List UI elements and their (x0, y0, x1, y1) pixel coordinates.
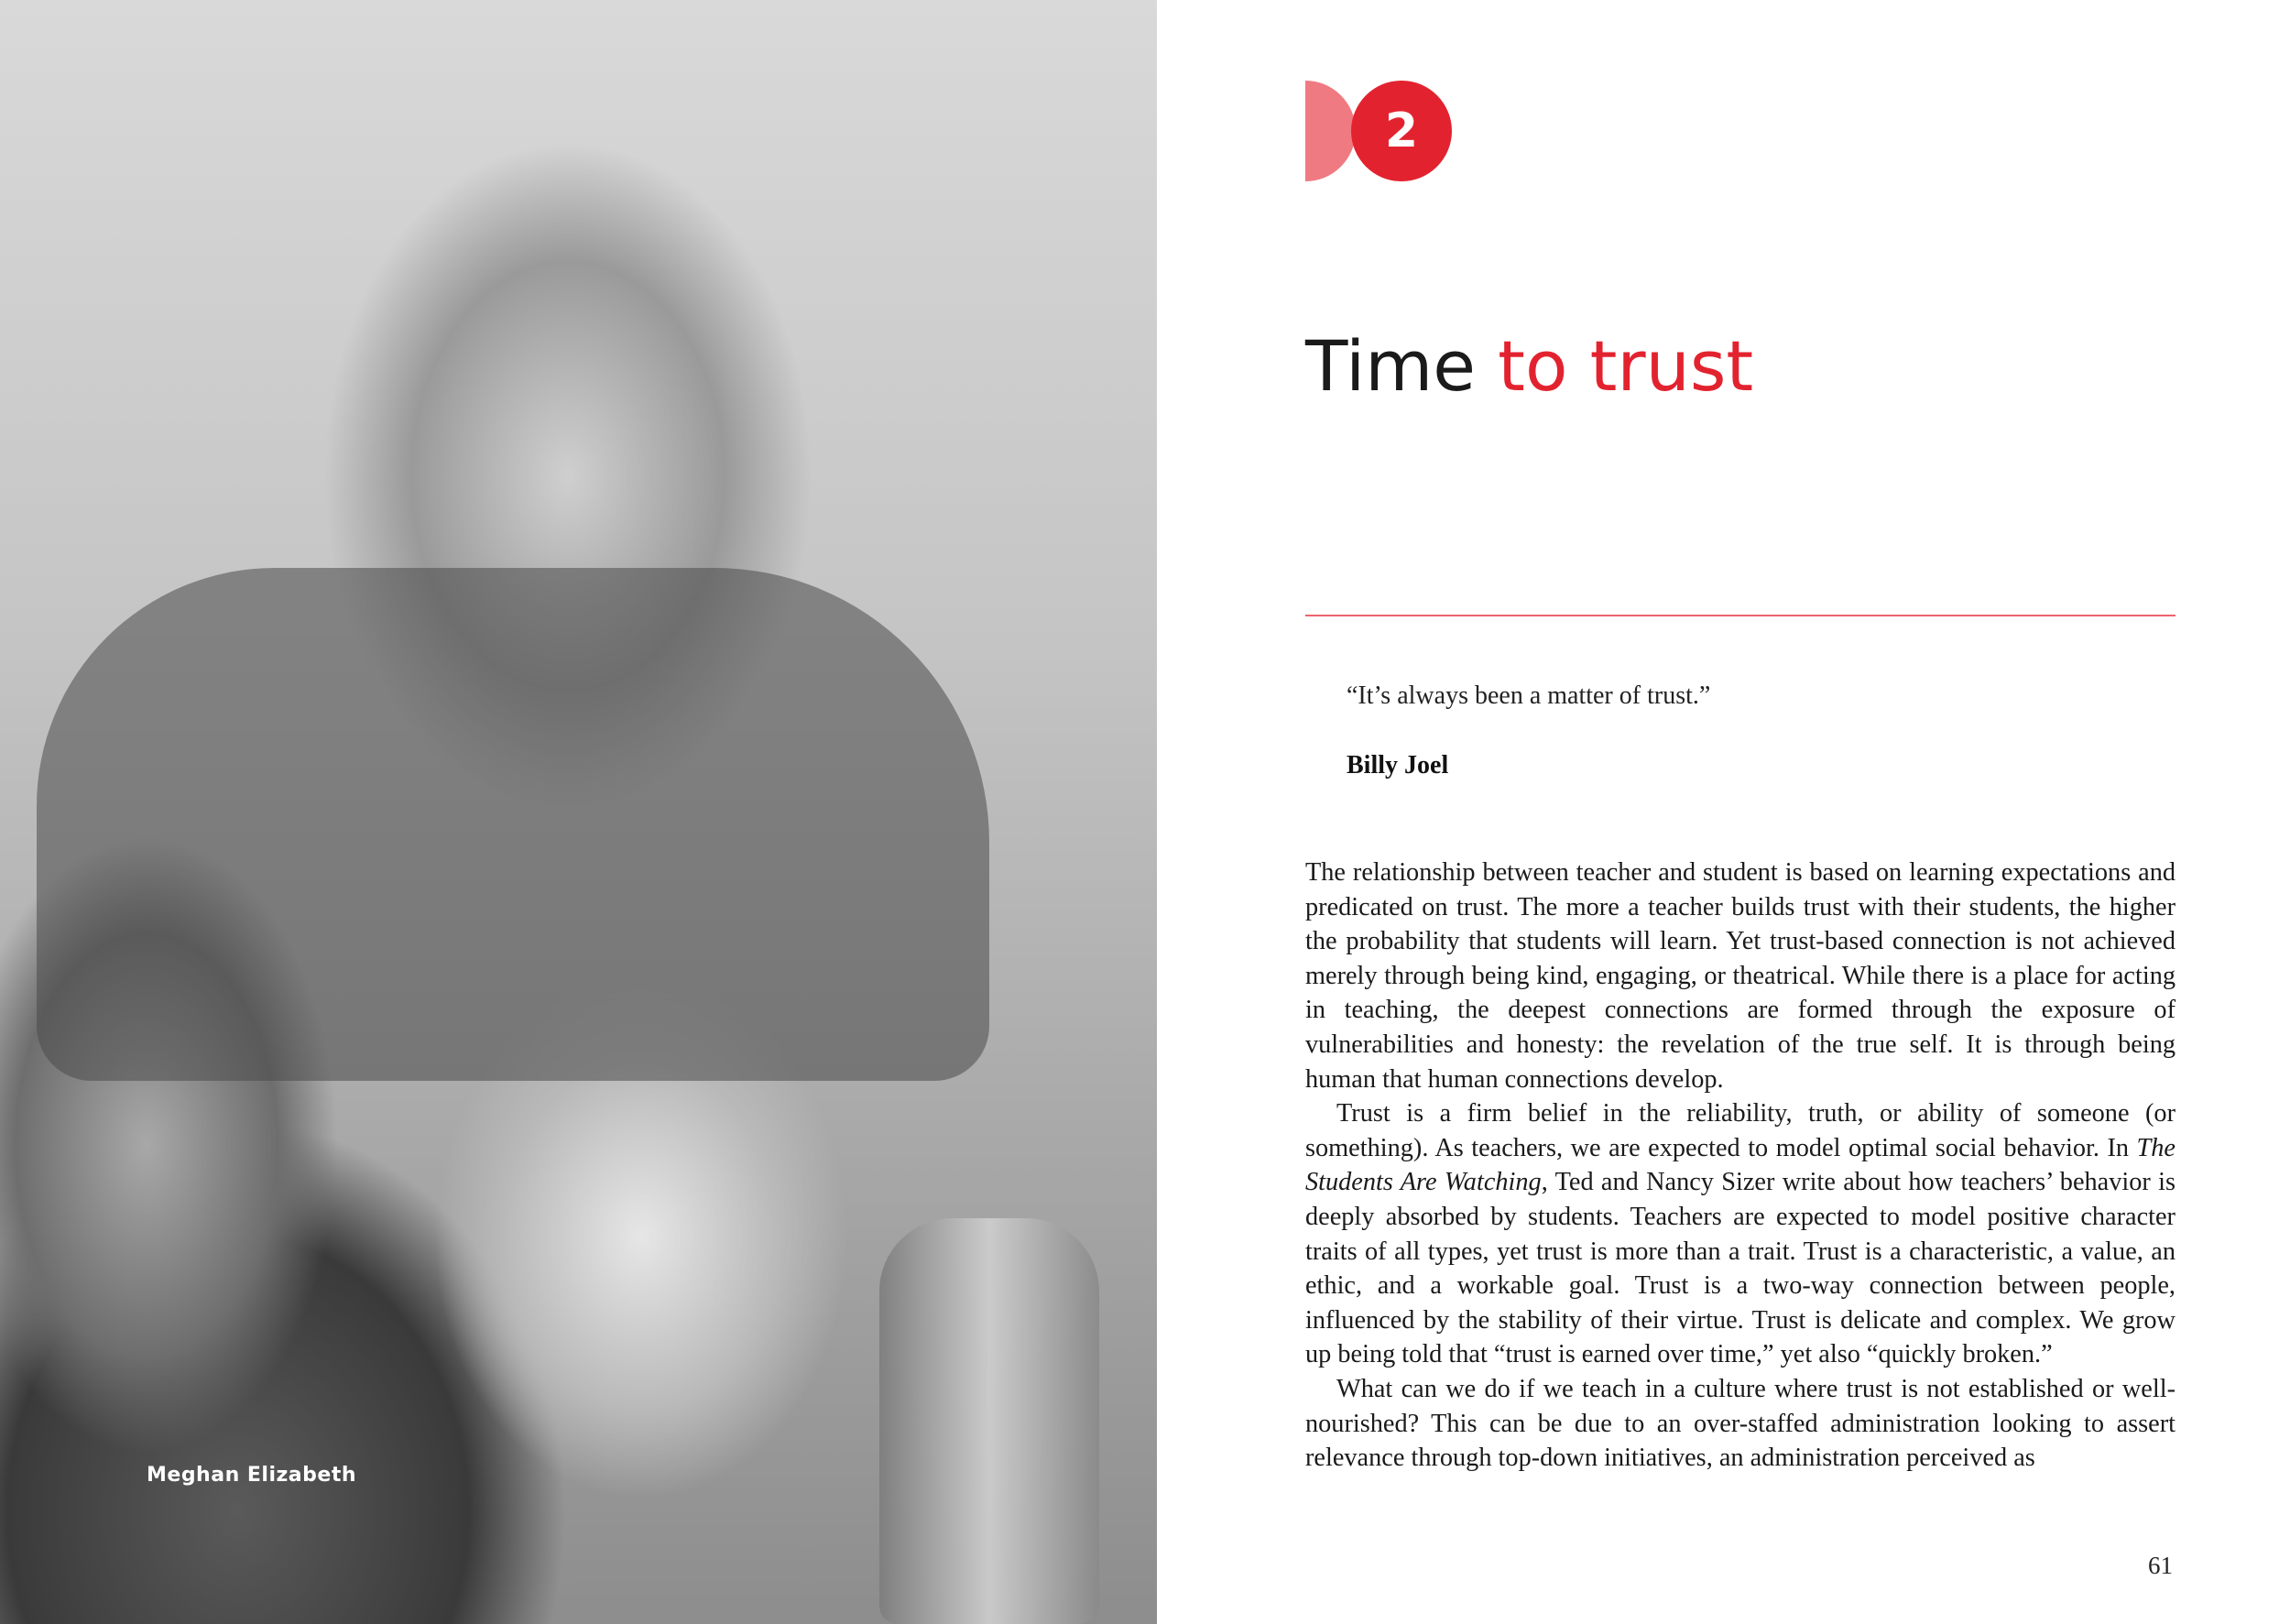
chapter-title (1305, 325, 1753, 407)
paragraph-3: What can we do if we teach in a culture where trust is not established or well-nourished? This can be due to an over-staffed administration looking to assert relevance through top-down initiatives, an administration perceived as (1305, 1374, 2176, 1473)
paragraph-1: The relationship between teacher and student is based on learning expectations and predicated on trust. The more a teacher builds trust with their students, the higher the probability that students will learn. Yet trust-based connection is not achieved merely through being kind, engaging, or theatrical. While there is a place for acting in teaching, the deepest connections are formed through the exposure of vulnerabilities and honesty: the revelation of the true self. It is through being human that human connections develop. (1305, 858, 2176, 1094)
book-title: The Students Are Watching (1305, 1133, 2176, 1197)
photo-credit: Meghan Elizabeth (147, 1464, 356, 1487)
title-accent: to trust (1498, 325, 1754, 407)
photo-bottle-shape (879, 1218, 1099, 1624)
epigraph-author: Billy Joel (1347, 751, 1449, 779)
chapter-badge (1305, 81, 1452, 181)
photo-figure-shape (37, 568, 989, 1081)
body-text (1305, 856, 2176, 1476)
title-plain: Time (1305, 325, 1499, 407)
page-number: 61 (2148, 1552, 2173, 1579)
epigraph-quote: “It’s always been a matter of trust.” (1347, 681, 1711, 710)
paragraph-2 (1305, 1096, 2176, 1372)
paragraph-2-start: Trust is a firm belief in the reliability, truth, or ability of someone (or something). As teachers, we are expected to model optimal social behavior. In (1305, 1099, 2176, 1162)
chapter-number: 2 (1351, 81, 1452, 181)
title-divider (1305, 615, 2176, 616)
paragraph-2-end: , Ted and Nancy Sizer write about how teachers’ behavior is deeply absorbed by students. Teachers are expected to model positive character traits of all types, yet trust is more than a trait. Trust is a characteristic, a value, an ethic, and a workable goal. Trust is a two-way connection between people, influenced by the stability of their virtue. Trust is delicate and complex. We grow up being told that “trust is earned over time,” yet also “quickly broken.” (1305, 1168, 2176, 1369)
badge-half-circle (1305, 81, 1356, 181)
